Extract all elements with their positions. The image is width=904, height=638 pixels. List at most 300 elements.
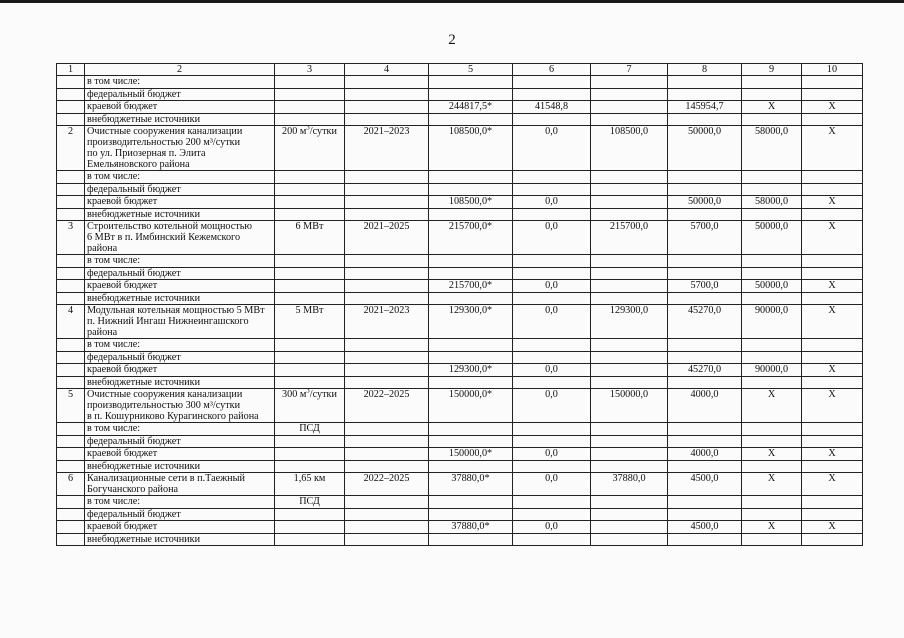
value-cell <box>429 292 513 305</box>
value-cell <box>742 255 802 268</box>
empty-cell <box>57 183 85 196</box>
period-cell <box>345 196 429 209</box>
value-cell <box>802 183 863 196</box>
value-cell <box>429 508 513 521</box>
value-cell <box>513 376 591 389</box>
empty-cell <box>57 255 85 268</box>
empty-cell <box>57 496 85 509</box>
value-cell: 129300,0* <box>429 305 513 339</box>
period-cell <box>345 208 429 221</box>
value-cell <box>513 496 591 509</box>
capacity-value: 1,65 км <box>293 473 326 484</box>
capacity-cell <box>275 508 345 521</box>
value-cell: 129300,0* <box>429 364 513 377</box>
project-name <box>85 221 275 255</box>
value-cell <box>802 533 863 546</box>
value-cell <box>668 208 742 221</box>
value-cell: 4500,0 <box>668 521 742 534</box>
value-cell <box>429 76 513 89</box>
period-cell <box>345 183 429 196</box>
funding-source-label: внебюджетные источники <box>85 376 275 389</box>
col-header: 10 <box>802 64 863 76</box>
funding-source-row <box>57 533 863 546</box>
capacity-cell <box>275 183 345 196</box>
funding-source-label: краевой бюджет <box>85 196 275 209</box>
empty-cell <box>57 76 85 89</box>
value-cell: 0,0 <box>513 389 591 423</box>
empty-cell <box>57 435 85 448</box>
value-cell <box>591 255 668 268</box>
project-number: 4 <box>57 305 85 339</box>
value-cell: 50000,0 <box>668 126 742 171</box>
funding-source-label: краевой бюджет <box>85 364 275 377</box>
funding-source-row <box>57 423 863 436</box>
value-cell <box>802 267 863 280</box>
value-cell: Х <box>742 101 802 114</box>
empty-cell <box>57 292 85 305</box>
col-header: 6 <box>513 64 591 76</box>
value-cell <box>802 88 863 101</box>
value-cell <box>742 351 802 364</box>
funding-source-label: в том числе: <box>85 423 275 436</box>
capacity-value: 300 м <box>282 389 307 400</box>
funding-source-row <box>57 76 863 89</box>
value-cell <box>668 435 742 448</box>
empty-cell <box>57 448 85 461</box>
value-cell: 108500,0 <box>591 126 668 171</box>
value-cell <box>668 339 742 352</box>
empty-cell <box>57 196 85 209</box>
value-cell: 108500,0* <box>429 126 513 171</box>
period-cell <box>345 88 429 101</box>
value-cell: 5700,0 <box>668 280 742 293</box>
empty-cell <box>57 351 85 364</box>
value-cell: Х <box>802 448 863 461</box>
period-cell <box>345 171 429 184</box>
value-cell <box>513 508 591 521</box>
funding-source-label: федеральный бюджет <box>85 267 275 280</box>
value-cell <box>668 423 742 436</box>
value-cell <box>513 351 591 364</box>
funding-source-row <box>57 101 863 114</box>
funding-source-label: федеральный бюджет <box>85 183 275 196</box>
project-period: 2021–2025 <box>345 221 429 255</box>
value-cell: 50000,0 <box>742 280 802 293</box>
value-cell <box>513 267 591 280</box>
page-number: 2 <box>448 32 456 48</box>
funding-source-row <box>57 364 863 377</box>
value-cell <box>591 376 668 389</box>
value-cell <box>668 255 742 268</box>
value-cell: 5700,0 <box>668 221 742 255</box>
value-cell <box>513 88 591 101</box>
period-cell <box>345 533 429 546</box>
empty-cell <box>57 364 85 377</box>
value-cell <box>429 339 513 352</box>
funding-source-label: в том числе: <box>85 496 275 509</box>
value-cell <box>802 460 863 473</box>
value-cell: Х <box>802 280 863 293</box>
value-cell <box>429 183 513 196</box>
value-cell <box>742 423 802 436</box>
funding-source-row <box>57 280 863 293</box>
period-cell <box>345 364 429 377</box>
funding-source-label: федеральный бюджет <box>85 351 275 364</box>
value-cell: 0,0 <box>513 221 591 255</box>
funding-source-label: внебюджетные источники <box>85 533 275 546</box>
value-cell <box>668 267 742 280</box>
value-cell: Х <box>742 473 802 496</box>
funding-source-label: в том числе: <box>85 255 275 268</box>
value-cell: 215700,0* <box>429 280 513 293</box>
funding-source-label: в том числе: <box>85 76 275 89</box>
capacity-value: 5 МВт <box>295 305 324 316</box>
funding-source-row <box>57 339 863 352</box>
funding-source-row <box>57 196 863 209</box>
value-cell: 150000,0* <box>429 448 513 461</box>
col-header: 8 <box>668 64 742 76</box>
col-header: 9 <box>742 64 802 76</box>
empty-cell <box>57 423 85 436</box>
value-cell: 150000,0 <box>591 389 668 423</box>
period-cell <box>345 460 429 473</box>
capacity-unit: /сутки <box>309 126 337 137</box>
project-name <box>85 126 275 171</box>
value-cell <box>802 171 863 184</box>
value-cell <box>429 460 513 473</box>
empty-cell <box>57 521 85 534</box>
value-cell <box>513 292 591 305</box>
value-cell: Х <box>802 221 863 255</box>
empty-cell <box>57 280 85 293</box>
value-cell <box>668 508 742 521</box>
funding-source-row <box>57 267 863 280</box>
value-cell: 37880,0* <box>429 521 513 534</box>
capacity-cell <box>275 339 345 352</box>
value-cell <box>591 496 668 509</box>
value-cell: Х <box>802 389 863 423</box>
value-cell <box>802 292 863 305</box>
value-cell: 4000,0 <box>668 448 742 461</box>
value-cell <box>591 183 668 196</box>
capacity-superscript: 3 <box>306 125 310 132</box>
value-cell <box>668 496 742 509</box>
funding-source-label: внебюджетные источники <box>85 460 275 473</box>
value-cell: Х <box>802 126 863 171</box>
period-cell <box>345 267 429 280</box>
col-header: 3 <box>275 64 345 76</box>
project-name-text: Очистные сооружения канализации производительностью 300 м³/сутки в п. Кошурниково Курагинского района <box>87 389 259 422</box>
value-cell: 150000,0* <box>429 389 513 423</box>
value-cell <box>668 376 742 389</box>
value-cell <box>591 101 668 114</box>
empty-cell <box>57 267 85 280</box>
value-cell <box>742 339 802 352</box>
value-cell <box>802 496 863 509</box>
capacity-value: 6 МВт <box>295 221 324 232</box>
value-cell <box>742 171 802 184</box>
value-cell: 37880,0 <box>591 473 668 496</box>
project-row <box>57 221 863 255</box>
value-cell <box>513 76 591 89</box>
period-cell <box>345 280 429 293</box>
empty-cell <box>57 171 85 184</box>
empty-cell <box>57 533 85 546</box>
project-number: 3 <box>57 221 85 255</box>
funding-source-label: федеральный бюджет <box>85 88 275 101</box>
value-cell <box>742 376 802 389</box>
value-cell <box>742 496 802 509</box>
value-cell: Х <box>802 364 863 377</box>
capacity-cell <box>275 88 345 101</box>
project-capacity <box>275 473 345 496</box>
funding-source-row <box>57 376 863 389</box>
value-cell: 90000,0 <box>742 305 802 339</box>
value-cell: Х <box>742 448 802 461</box>
funding-source-row <box>57 435 863 448</box>
value-cell: Х <box>802 101 863 114</box>
funding-source-row <box>57 508 863 521</box>
funding-source-label: внебюджетные источники <box>85 292 275 305</box>
capacity-cell <box>275 521 345 534</box>
capacity-superscript: 3 <box>306 388 310 395</box>
col-header: 7 <box>591 64 668 76</box>
funding-source-row <box>57 496 863 509</box>
period-cell <box>345 292 429 305</box>
value-cell <box>591 448 668 461</box>
value-cell: Х <box>802 521 863 534</box>
empty-cell <box>57 208 85 221</box>
value-cell <box>591 196 668 209</box>
value-cell: 50000,0 <box>668 196 742 209</box>
value-cell <box>591 364 668 377</box>
capacity-cell <box>275 376 345 389</box>
value-cell: 58000,0 <box>742 196 802 209</box>
value-cell <box>742 533 802 546</box>
value-cell <box>591 208 668 221</box>
capacity-cell: ПСД <box>275 496 345 509</box>
project-name <box>85 305 275 339</box>
project-name-text: Канализационные сети в п.Таежный Богучанского района <box>87 473 245 495</box>
empty-cell <box>57 508 85 521</box>
period-cell <box>345 508 429 521</box>
empty-cell <box>57 88 85 101</box>
empty-cell <box>57 460 85 473</box>
funding-source-row <box>57 521 863 534</box>
value-cell: 4000,0 <box>668 389 742 423</box>
value-cell <box>429 267 513 280</box>
value-cell <box>591 171 668 184</box>
capacity-cell <box>275 171 345 184</box>
value-cell <box>742 113 802 126</box>
value-cell: 215700,0* <box>429 221 513 255</box>
empty-cell <box>57 113 85 126</box>
value-cell <box>591 267 668 280</box>
value-cell <box>429 496 513 509</box>
value-cell: Х <box>802 196 863 209</box>
value-cell <box>742 183 802 196</box>
project-row <box>57 473 863 496</box>
value-cell <box>668 183 742 196</box>
value-cell: 244817,5* <box>429 101 513 114</box>
project-number: 2 <box>57 126 85 171</box>
funding-source-row <box>57 448 863 461</box>
value-cell <box>668 292 742 305</box>
value-cell <box>591 460 668 473</box>
value-cell: Х <box>742 389 802 423</box>
funding-source-row <box>57 460 863 473</box>
funding-source-row <box>57 255 863 268</box>
capacity-cell <box>275 267 345 280</box>
value-cell: 0,0 <box>513 473 591 496</box>
value-cell <box>513 183 591 196</box>
capacity-cell <box>275 364 345 377</box>
value-cell <box>802 435 863 448</box>
value-cell: 41548,8 <box>513 101 591 114</box>
project-row <box>57 126 863 171</box>
project-number: 6 <box>57 473 85 496</box>
period-cell <box>345 76 429 89</box>
value-cell <box>742 460 802 473</box>
budget-table <box>56 63 863 546</box>
value-cell: 145954,7 <box>668 101 742 114</box>
value-cell <box>513 171 591 184</box>
project-period: 2022–2025 <box>345 473 429 496</box>
capacity-cell <box>275 208 345 221</box>
project-period: 2022–2025 <box>345 389 429 423</box>
value-cell: 0,0 <box>513 521 591 534</box>
empty-cell <box>57 376 85 389</box>
value-cell: 0,0 <box>513 196 591 209</box>
funding-source-label: в том числе: <box>85 339 275 352</box>
capacity-cell <box>275 533 345 546</box>
empty-cell <box>57 339 85 352</box>
period-cell <box>345 435 429 448</box>
value-cell: 108500,0* <box>429 196 513 209</box>
value-cell <box>742 76 802 89</box>
value-cell <box>513 423 591 436</box>
value-cell: 129300,0 <box>591 305 668 339</box>
empty-cell <box>57 101 85 114</box>
capacity-cell <box>275 280 345 293</box>
value-cell <box>742 267 802 280</box>
period-cell <box>345 113 429 126</box>
value-cell <box>802 76 863 89</box>
value-cell <box>429 351 513 364</box>
capacity-cell <box>275 196 345 209</box>
value-cell: 50000,0 <box>742 221 802 255</box>
funding-source-row <box>57 113 863 126</box>
value-cell <box>668 171 742 184</box>
value-cell <box>591 521 668 534</box>
col-header: 2 <box>85 64 275 76</box>
capacity-cell <box>275 448 345 461</box>
funding-source-row <box>57 183 863 196</box>
funding-source-row <box>57 88 863 101</box>
value-cell: 0,0 <box>513 280 591 293</box>
value-cell: 0,0 <box>513 364 591 377</box>
funding-source-row <box>57 171 863 184</box>
period-cell <box>345 423 429 436</box>
value-cell: 0,0 <box>513 126 591 171</box>
value-cell <box>591 88 668 101</box>
value-cell <box>591 280 668 293</box>
period-cell <box>345 255 429 268</box>
value-cell <box>513 460 591 473</box>
capacity-cell <box>275 292 345 305</box>
project-name <box>85 389 275 423</box>
capacity-cell <box>275 460 345 473</box>
funding-source-label: краевой бюджет <box>85 448 275 461</box>
value-cell <box>668 351 742 364</box>
capacity-unit: /сутки <box>309 389 337 400</box>
value-cell <box>513 339 591 352</box>
value-cell: 215700,0 <box>591 221 668 255</box>
funding-source-label: внебюджетные источники <box>85 208 275 221</box>
capacity-cell: ПСД <box>275 423 345 436</box>
value-cell <box>591 508 668 521</box>
value-cell: 45270,0 <box>668 305 742 339</box>
funding-source-row <box>57 351 863 364</box>
value-cell <box>429 435 513 448</box>
value-cell <box>668 460 742 473</box>
project-period: 2021–2023 <box>345 126 429 171</box>
value-cell <box>591 423 668 436</box>
project-capacity <box>275 221 345 255</box>
value-cell <box>513 533 591 546</box>
value-cell: 37880,0* <box>429 473 513 496</box>
funding-source-label: в том числе: <box>85 171 275 184</box>
value-cell <box>802 351 863 364</box>
value-cell <box>742 435 802 448</box>
capacity-cell <box>275 255 345 268</box>
value-cell: Х <box>802 305 863 339</box>
period-cell <box>345 448 429 461</box>
value-cell <box>513 255 591 268</box>
capacity-cell <box>275 351 345 364</box>
value-cell <box>668 113 742 126</box>
value-cell <box>429 171 513 184</box>
value-cell <box>429 113 513 126</box>
value-cell <box>742 508 802 521</box>
value-cell <box>429 376 513 389</box>
col-header: 4 <box>345 64 429 76</box>
funding-source-label: внебюджетные источники <box>85 113 275 126</box>
value-cell <box>513 113 591 126</box>
funding-source-row <box>57 208 863 221</box>
period-cell <box>345 521 429 534</box>
top-border <box>0 0 904 3</box>
value-cell <box>742 208 802 221</box>
period-cell <box>345 101 429 114</box>
project-name-text: Модульная котельная мощностью 5 МВт п. Нижний Ингаш Нижнеингашского района <box>87 305 265 338</box>
value-cell: 4500,0 <box>668 473 742 496</box>
capacity-cell <box>275 76 345 89</box>
funding-source-label: краевой бюджет <box>85 280 275 293</box>
value-cell <box>668 88 742 101</box>
value-cell <box>591 339 668 352</box>
project-row <box>57 305 863 339</box>
project-capacity <box>275 389 345 423</box>
project-name <box>85 473 275 496</box>
value-cell <box>742 292 802 305</box>
funding-source-label: федеральный бюджет <box>85 508 275 521</box>
value-cell: Х <box>742 521 802 534</box>
value-cell: 0,0 <box>513 305 591 339</box>
value-cell <box>429 208 513 221</box>
value-cell <box>591 292 668 305</box>
value-cell <box>802 113 863 126</box>
